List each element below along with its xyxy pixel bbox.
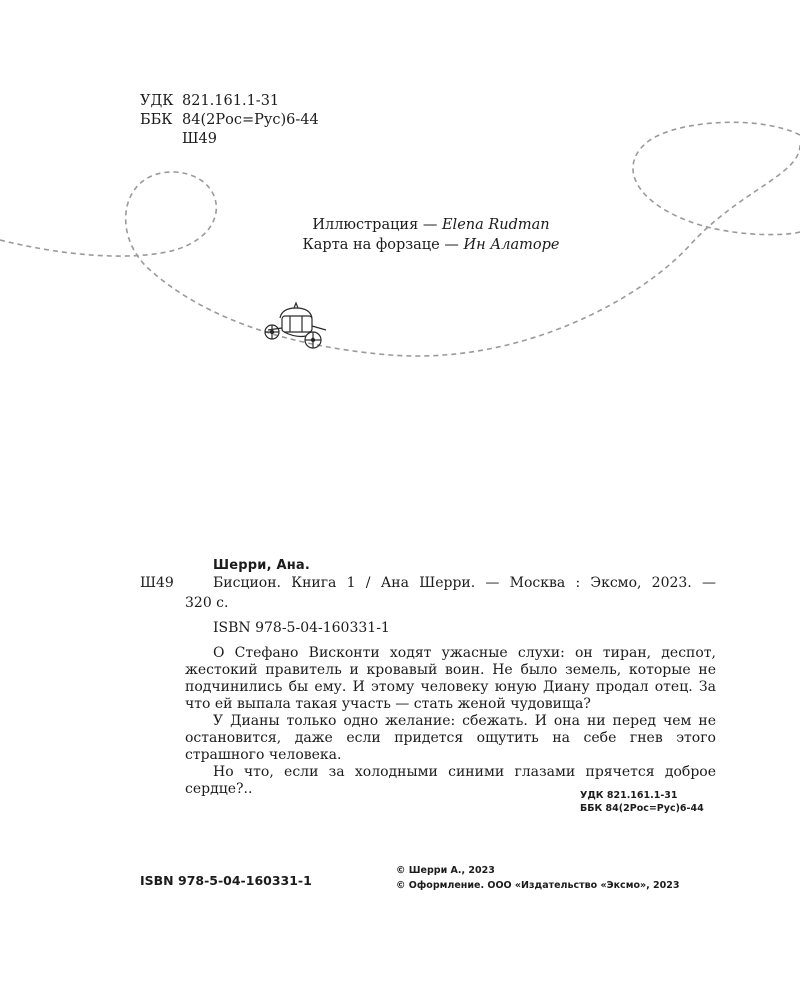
catalog-udk: УДК 821.161.1-31	[580, 790, 678, 801]
illustration-credit	[0, 215, 800, 235]
catalog-isbn: ISBN 978-5-04-160331-1	[213, 620, 390, 636]
udk-row	[140, 92, 319, 111]
bbk-label: ББК	[140, 112, 173, 128]
udk-label: УДК	[140, 93, 174, 109]
annotation-paragraph: О Стефано Висконти ходят ужасные слухи: он тиран, деспот, жестокий правитель и кровавый воин. Не было земель, которые не подчинились бы ему. И этому человеку юную Диану продал отец. За что ей выпала такая участь — стать женой чудовища?	[185, 645, 716, 712]
bbk-value: 84(2Рос=Рус)6-44	[182, 112, 319, 128]
map-name: Ин Алаторе	[463, 237, 560, 253]
illustration-name: Elena Rudman	[441, 217, 550, 233]
annotation-paragraph: Но что, если за холодными синими глазами прячется доброе сердце?..	[185, 764, 716, 797]
catalog-title-line: Бисцион. Книга 1 / Ана Шерри. — Москва : Эксмо, 2023. —	[213, 575, 716, 591]
classification-block	[140, 92, 319, 149]
illustration-label: Иллюстрация —	[312, 217, 442, 233]
annotation	[185, 645, 716, 798]
copyright-block	[396, 863, 679, 893]
catalog-code: Ш49	[140, 575, 174, 591]
footer-isbn: ISBN 978-5-04-160331-1	[140, 873, 312, 888]
catalog-author: Шерри, Ана.	[213, 558, 311, 573]
catalog-bbk: ББК 84(2Рос=Рус)6-44	[580, 803, 704, 814]
catalog-classification	[580, 789, 704, 815]
udk-value: 821.161.1-31	[182, 93, 280, 109]
map-credit	[0, 235, 800, 255]
copyright-design: © Оформление. ООО «Издательство «Эксмо», 2023	[396, 880, 680, 891]
annotation-paragraph: У Дианы только одно желание: сбежать. И она ни перед чем не остановится, даже если придется ощутить на себе гнев этого страшного человека.	[185, 713, 716, 763]
copyright-author: © Шерри А., 2023	[396, 865, 495, 876]
bbk-row	[140, 111, 319, 130]
author-mark: Ш49	[182, 131, 217, 147]
map-label: Карта на форзаце —	[302, 237, 464, 253]
catalog-pages: 320 с.	[185, 595, 229, 611]
credits-block	[0, 215, 800, 255]
carriage-icon	[265, 303, 326, 348]
